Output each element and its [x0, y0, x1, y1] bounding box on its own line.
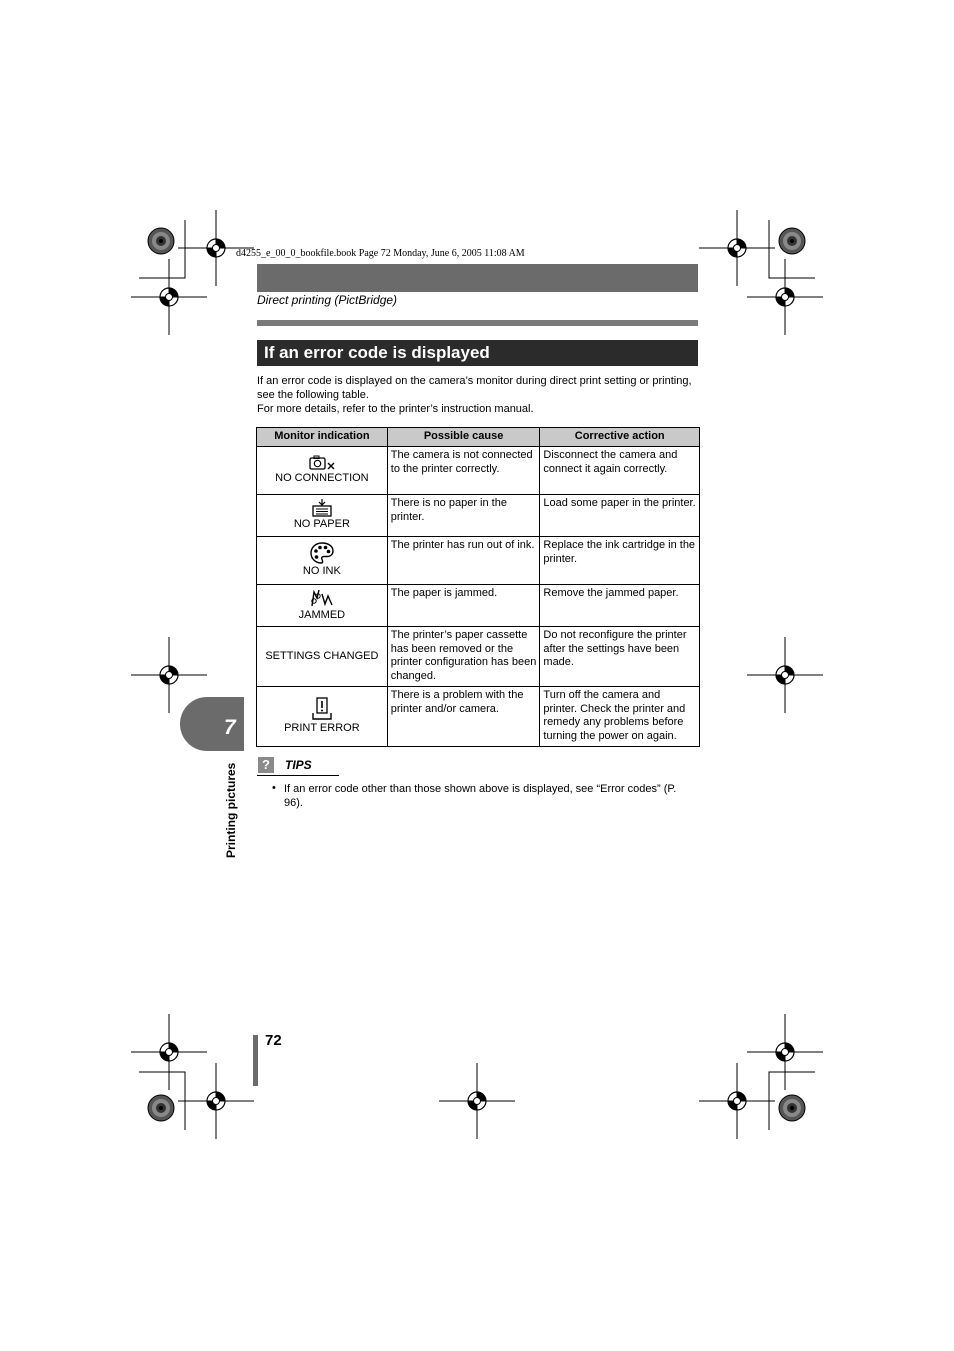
- indication-label: SETTINGS CHANGED: [265, 649, 379, 662]
- table-row: [257, 537, 700, 585]
- registration-mark-icon: [131, 259, 207, 335]
- cause-cell: The camera is not connected to the printer correctly.: [387, 447, 540, 495]
- cause-cell: The printer has run out of ink.: [387, 537, 540, 585]
- column-header: Monitor indication: [257, 428, 388, 447]
- cause-cell: The paper is jammed.: [387, 585, 540, 627]
- color-target-icon: [148, 1095, 174, 1121]
- intro-paragraph: If an error code is displayed on the camera’s monitor during direct print setting or printing, see the following table.: [257, 375, 692, 401]
- bullet-icon: •: [272, 782, 276, 794]
- action-cell: Disconnect the camera and connect it again correctly.: [540, 447, 700, 495]
- header-bar: [257, 264, 698, 292]
- monitor-indication-cell: [257, 687, 388, 747]
- print-info-line: d4255_e_00_0_bookfile.book Page 72 Monday, June 6, 2005 11:08 AM: [236, 248, 525, 259]
- table-row: [257, 687, 700, 747]
- cause-cell: There is a problem with the printer and/or camera.: [387, 687, 540, 747]
- monitor-indication-cell: [257, 627, 388, 687]
- action-cell: Load some paper in the printer.: [540, 495, 700, 537]
- tips-question-icon: ?: [258, 757, 274, 773]
- tips-heading: TIPS: [285, 758, 312, 772]
- tips-underline: [257, 775, 339, 776]
- action-cell: Replace the ink cartridge in the printer.: [540, 537, 700, 585]
- indication-label: JAMMED: [298, 609, 346, 622]
- printer-error-icon: [311, 697, 333, 721]
- cause-cell: There is no paper in the printer.: [387, 495, 540, 537]
- ink-palette-icon: [310, 542, 334, 564]
- registration-mark-icon: [131, 1014, 207, 1090]
- column-header: Possible cause: [387, 428, 540, 447]
- indication-label: NO INK: [302, 565, 341, 578]
- table-row: [257, 495, 700, 537]
- paper-tray-icon: [311, 499, 333, 517]
- error-code-table: [256, 427, 700, 747]
- page-number: 72: [265, 1032, 282, 1049]
- camera-disconnect-icon: [308, 455, 336, 471]
- color-target-icon: [779, 1095, 805, 1121]
- indication-label: PRINT ERROR: [284, 722, 360, 735]
- monitor-indication-cell: [257, 585, 388, 627]
- monitor-indication-cell: [257, 447, 388, 495]
- registration-mark-icon: [747, 259, 823, 335]
- registration-mark-icon: [699, 210, 775, 286]
- registration-mark-icon: [178, 1063, 254, 1139]
- running-title: Direct printing (PictBridge): [257, 293, 398, 307]
- table-row: [257, 627, 700, 687]
- table-row: [257, 447, 700, 495]
- section-divider: [257, 320, 698, 326]
- table-row: [257, 585, 700, 627]
- intro-paragraph: For more details, refer to the printer’s instruction manual.: [257, 403, 534, 415]
- monitor-indication-cell: [257, 495, 388, 537]
- registration-mark-icon: [699, 1063, 775, 1139]
- registration-mark-icon: [747, 1014, 823, 1090]
- color-target-icon: [148, 228, 174, 254]
- action-cell: Remove the jammed paper.: [540, 585, 700, 627]
- paper-jam-icon: [310, 588, 334, 608]
- indication-label: NO PAPER: [293, 518, 350, 531]
- registration-mark-icon: [747, 637, 823, 713]
- color-target-icon: [779, 228, 805, 254]
- table-header-row: [257, 428, 700, 447]
- monitor-indication-cell: [257, 537, 388, 585]
- chapter-label: Printing pictures: [224, 762, 238, 858]
- page-number-bar: [253, 1035, 258, 1086]
- cause-cell: The printer’s paper cassette has been removed or the printer configuration has been changed.: [387, 627, 540, 687]
- section-title: If an error code is displayed: [257, 340, 698, 366]
- tips-item: If an error code other than those shown above is displayed, see “Error codes” (P. 96).: [284, 783, 677, 809]
- column-header: Corrective action: [540, 428, 700, 447]
- action-cell: Turn off the camera and printer. Check the printer and remedy any problems before turning the power on again.: [540, 687, 700, 747]
- action-cell: Do not reconfigure the printer after the settings have been made.: [540, 627, 700, 687]
- indication-label: NO CONNECTION: [275, 472, 369, 485]
- chapter-number: 7: [224, 716, 236, 739]
- intro-text: [257, 374, 698, 416]
- registration-mark-icon: [439, 1063, 515, 1139]
